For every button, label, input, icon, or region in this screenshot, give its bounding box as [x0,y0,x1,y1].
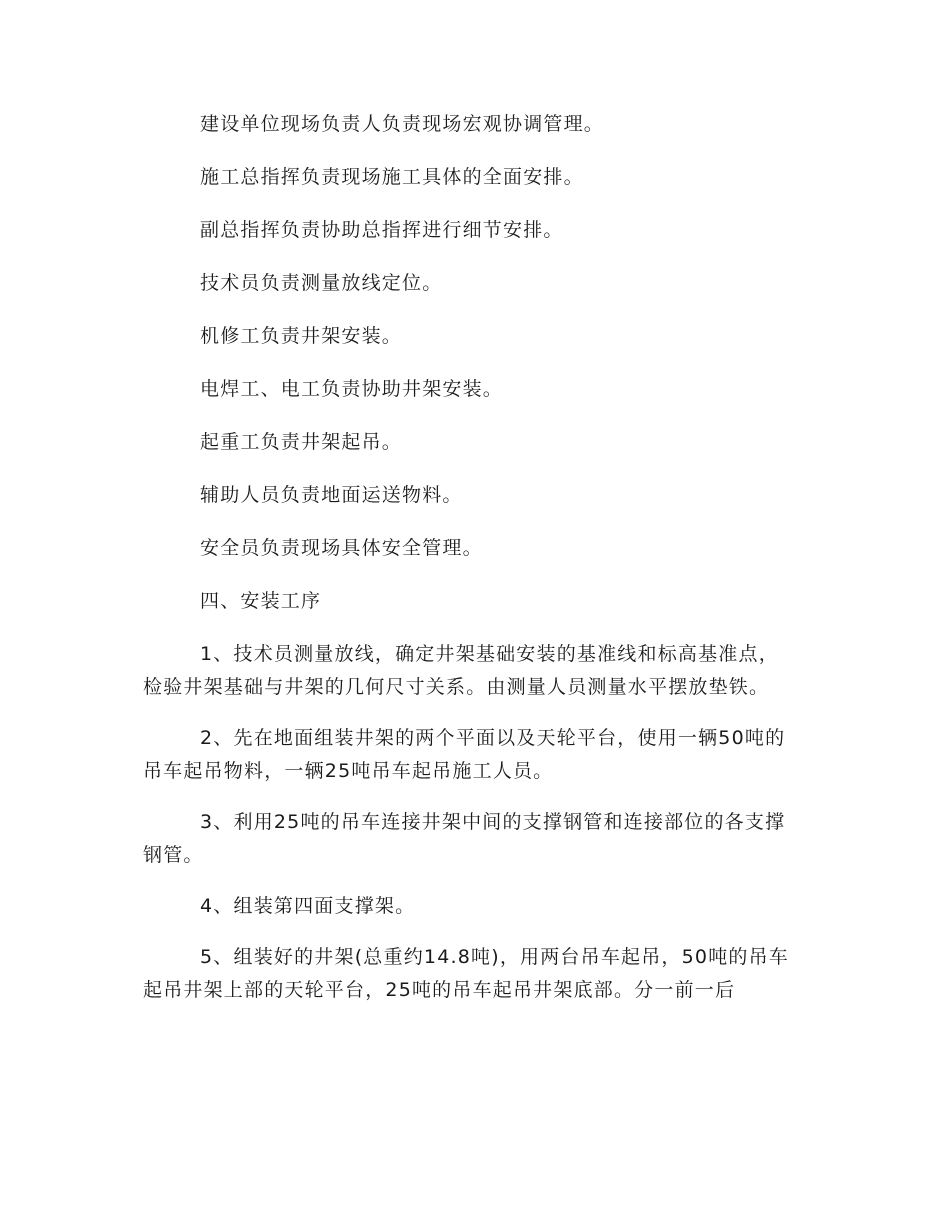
paragraph-auxiliary-staff: 辅助人员负责地面运送物料。 [200,484,463,506]
paragraph-welder-electrician: 电焊工、电工负责协助井架安装。 [200,378,504,400]
step-2-paragraph: 2、先在地面组装井架的两个平面以及天轮平台，使用一辆50吨的吊车起吊物料，一辆25吨吊车起吊施工人员。 [143,727,786,782]
paragraph-safety-officer: 安全员负责现场具体安全管理。 [200,537,483,559]
document-body [143,108,795,1025]
paragraph-technician: 技术员负责测量放线定位。 [200,272,443,294]
paragraph-deputy-commander: 副总指挥负责协助总指挥进行细节安排。 [200,219,564,241]
paragraph-site-manager: 建设单位现场负责人负责现场宏观协调管理。 [200,113,605,135]
step-3-paragraph: 3、利用25吨的吊车连接井架中间的支撑钢管和连接部位的各支撑钢管。 [143,811,786,866]
step-1-paragraph: 1、技术员测量放线，确定井架基础安装的基准线和标高基准点，检验井架基础与井架的几何尺寸关系。由测量人员测量水平摆放垫铁。 [143,643,779,698]
step-5-paragraph: 5、组装好的井架(总重约14.8吨)，用两台吊车起吊，50吨的吊车起吊井架上部的天轮平台，25吨的吊车起吊井架底部。分一前一后 [143,946,789,1001]
section-heading-installation-procedure: 四、安装工序 [200,590,322,612]
paragraph-rigger: 起重工负责井架起吊。 [200,431,403,453]
paragraph-chief-commander: 施工总指挥负责现场施工具体的全面安排。 [200,166,584,188]
step-4-paragraph: 4、组装第四面支撑架。 [200,895,416,917]
paragraph-mechanic: 机修工负责井架安装。 [200,325,403,347]
